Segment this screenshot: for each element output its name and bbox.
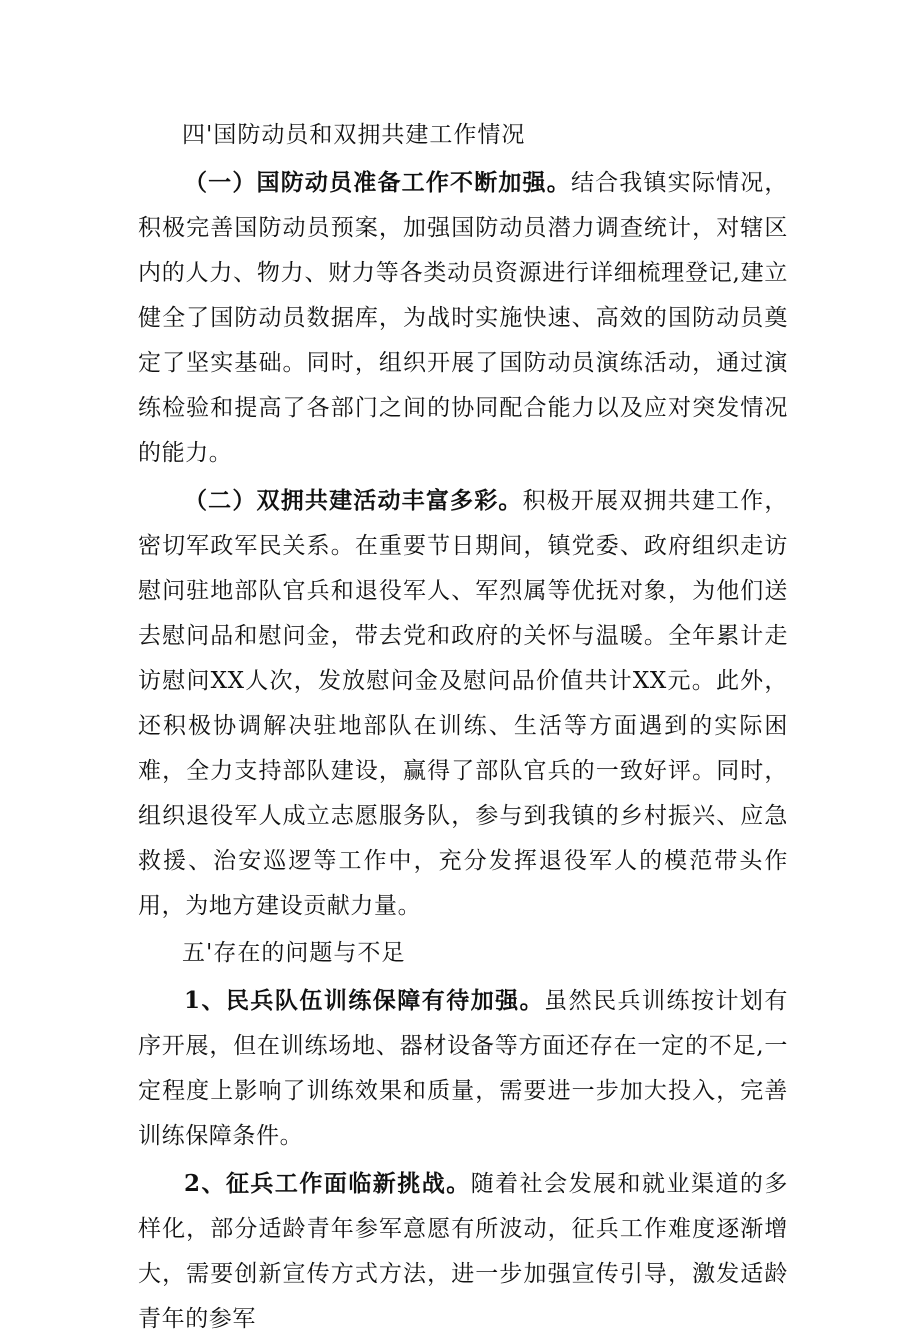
paragraph-mobilization bbox=[138, 160, 788, 476]
document-body bbox=[138, 113, 788, 1344]
section-heading-problems: 五'存在的问题与不足 bbox=[182, 940, 406, 966]
paragraph-text: 随着社会发展和就业渠道的多样化，部分适龄青年参军意愿有所波动，征兵工作难度逐渐增大，需要创新宣传方式方法，进一步加强宣传引导，激发适龄青年的参军 bbox=[138, 1171, 788, 1332]
paragraph-double-support bbox=[138, 478, 788, 929]
paragraph-text: 积极开展双拥共建工作，密切军政军民关系。在重要节日期间，镇党委、政府组织走访慰问驻地部队官兵和退役军人、军烈属等优抚对象，为他们送去慰问品和慰问金，带去党和政府的关怀与温暖。全年累计走访慰问XX人次，发放慰问金及慰问品价值共计XX元。此外，还积极协调解决驻地部队在训练、生活等方面遇到的实际困难，全力支持部队建设，赢得了部队官兵的一致好评。同时，组织退役军人成立志愿服务队，参与到我镇的乡村振兴、应急救援、治安巡逻等工作中，充分发挥退役军人的模范带头作用，为地方建设贡献力量。 bbox=[138, 488, 788, 919]
paragraph-lead: （二）双拥共建活动丰富多彩。 bbox=[184, 487, 523, 514]
paragraph-lead: （一）国防动员准备工作不断加强。 bbox=[184, 169, 571, 196]
section-heading-national-defense: 四'国防动员和双拥共建工作情况 bbox=[182, 122, 526, 148]
paragraph-militia-training bbox=[138, 978, 788, 1159]
paragraph-text: 结合我镇实际情况，积极完善国防动员预案，加强国防动员潜力调查统计，对辖区内的人力、物力、财力等各类动员资源进行详细梳理登记,建立健全了国防动员数据库，为战时实施快速、高效的国防动员奠定了坚实基础。同时，组织开展了国防动员演练活动，通过演练检验和提高了各部门之间的协同配合能力以及应对突发情况的能力。 bbox=[138, 170, 788, 466]
paragraph-text: 虽然民兵训练按计划有序开展，但在训练场地、器材设备等方面还存在一定的不足,一定程度上影响了训练效果和质量，需要进一步加大投入，完善训练保障条件。 bbox=[138, 988, 788, 1149]
paragraph-lead: 1、民兵队伍训练保障有待加强。 bbox=[184, 987, 545, 1014]
paragraph-conscription bbox=[138, 1161, 788, 1342]
paragraph-lead: 2、征兵工作面临新挑战。 bbox=[184, 1170, 471, 1197]
